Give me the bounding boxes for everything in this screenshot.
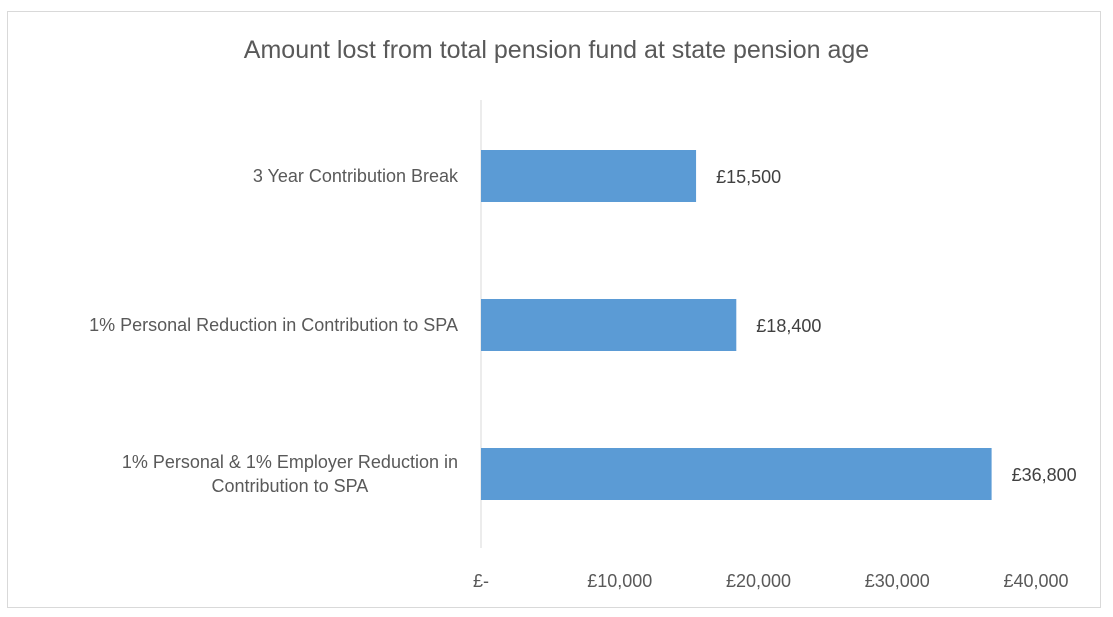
category-label-2-line-1: Contribution to SPA: [211, 476, 369, 496]
data-label-1: £18,400: [756, 316, 822, 336]
bar-0: [481, 150, 696, 202]
bar-1: [481, 299, 736, 351]
bar-2: [481, 448, 992, 500]
category-label-2-line-0: 1% Personal & 1% Employer Reduction in: [121, 452, 458, 472]
x-tick-label-1: £10,000: [587, 571, 653, 591]
x-tick-label-4: £40,000: [1003, 571, 1069, 591]
x-tick-label-2: £20,000: [725, 571, 792, 591]
category-label-0: 3 Year Contribution Break: [252, 166, 458, 186]
data-label-2: £36,800: [1011, 465, 1077, 485]
category-label-1: 1% Personal Reduction in Contribution to SPA: [89, 315, 458, 335]
x-tick-label-3: £30,000: [864, 571, 930, 591]
x-tick-label-0: £-: [472, 571, 490, 591]
data-label-0: £15,500: [716, 167, 782, 187]
chart-title: Amount lost from total pension fund at state pension age: [243, 36, 870, 64]
